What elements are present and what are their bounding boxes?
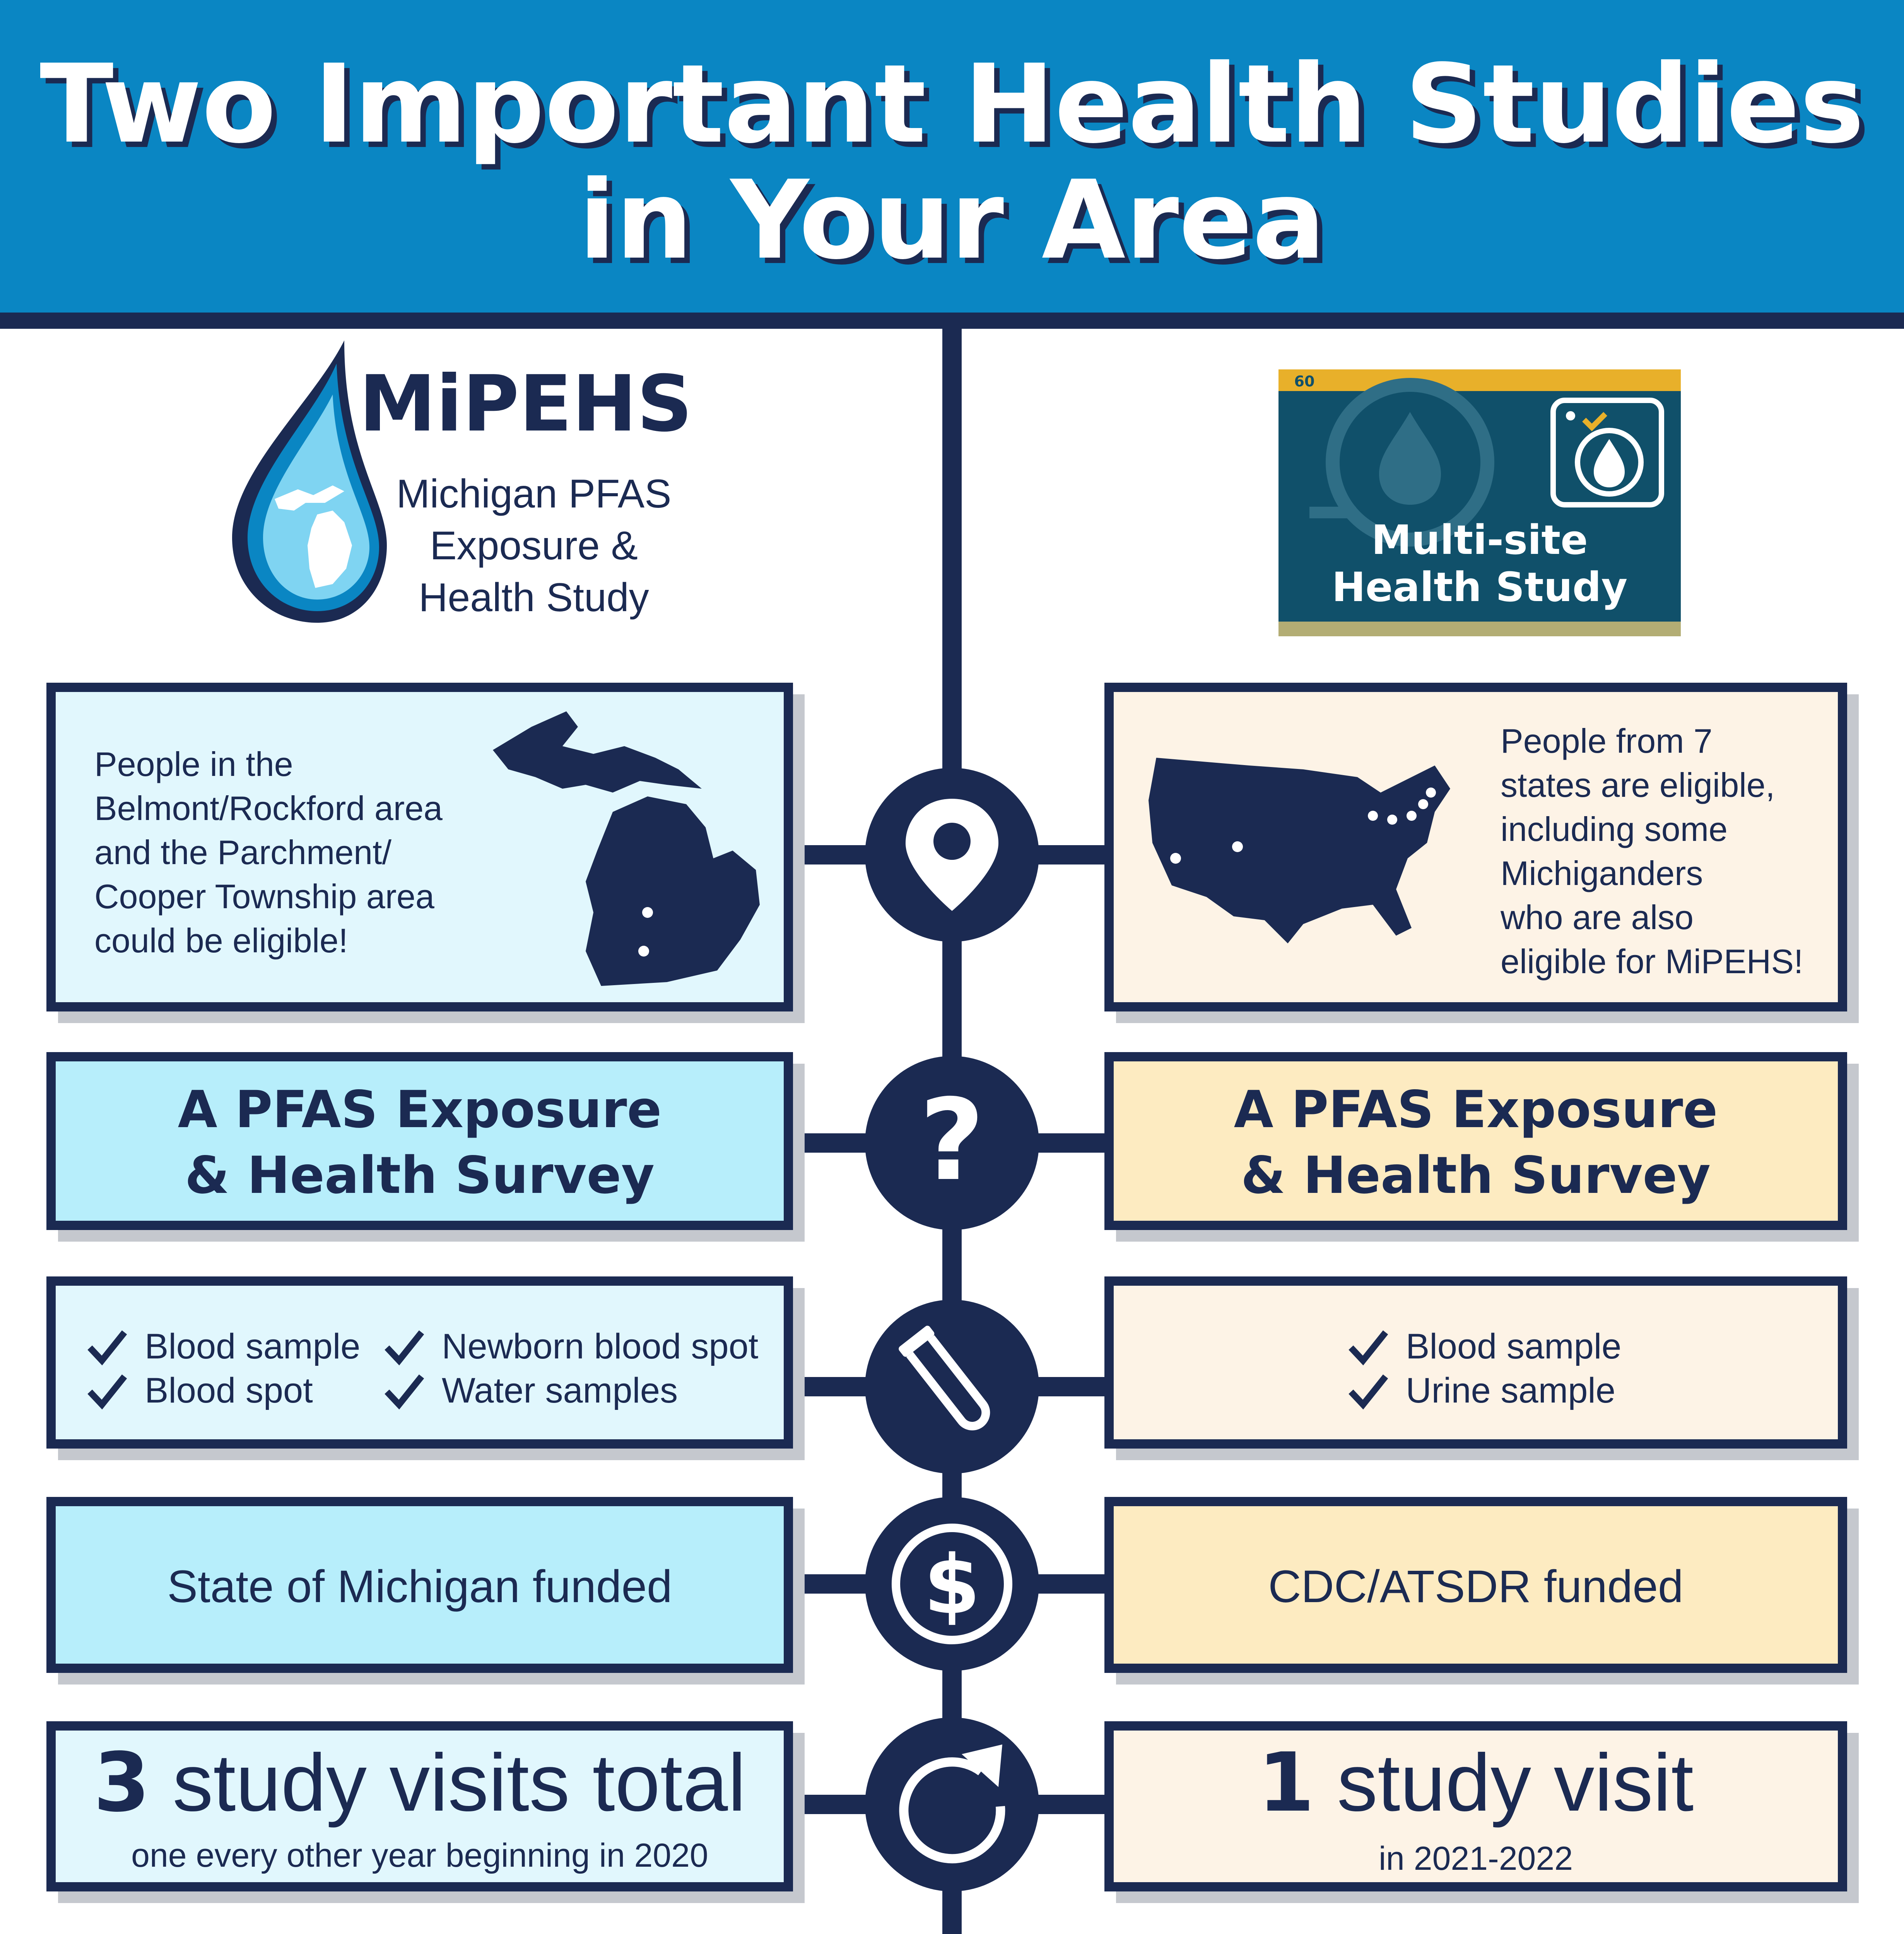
sample-item-label: Newborn blood spot	[442, 1327, 759, 1366]
location-right-line: states are eligible,	[1501, 766, 1775, 804]
checkmark-icon	[1348, 1371, 1388, 1411]
question-mark-icon	[865, 1056, 1039, 1230]
title-line-2: in Your Area	[578, 157, 1326, 284]
survey-right-line-1: A PFAS Exposure	[1234, 1080, 1718, 1140]
multisite-logo-title	[1278, 516, 1681, 611]
multisite-title-line-2: Health Study	[1331, 564, 1628, 611]
funding-right-box	[1104, 1497, 1847, 1673]
location-left-line: Cooper Township area	[94, 877, 434, 916]
dollar-icon	[865, 1497, 1039, 1671]
location-pin-icon	[865, 768, 1039, 942]
checkmark-icon	[87, 1371, 127, 1411]
survey-left-line-2: & Health Survey	[185, 1146, 655, 1205]
survey-right-box	[1104, 1052, 1847, 1230]
visits-right-count: 1	[1258, 1735, 1314, 1830]
funding-circle	[865, 1497, 1039, 1671]
visits-left-subtext: one every other year beginning in 2020	[131, 1837, 708, 1874]
test-tube-icon	[865, 1300, 1039, 1474]
location-right-line: People from 7	[1501, 722, 1713, 760]
samples-circle	[865, 1300, 1039, 1474]
location-right-line: including some	[1501, 810, 1728, 848]
location-right-text	[1501, 719, 1849, 984]
header-divider	[0, 313, 1904, 329]
funding-left-box	[46, 1497, 793, 1673]
survey-left-text	[56, 1077, 784, 1208]
visits-right-label: study visit	[1314, 1737, 1694, 1828]
mipehs-logo-subtitle	[379, 468, 689, 624]
visits-left-box	[46, 1721, 793, 1891]
mipehs-subtitle-line-3: Health Study	[419, 575, 649, 620]
mipehs-subtitle-line-2: Exposure &	[430, 523, 638, 568]
survey-left-line-1: A PFAS Exposure	[178, 1080, 662, 1140]
washing-drop-icon	[1549, 396, 1665, 509]
sample-item-label: Blood spot	[145, 1371, 313, 1410]
location-left-line: Belmont/Rockford area	[94, 789, 443, 827]
survey-circle	[865, 1056, 1039, 1230]
location-circle	[865, 768, 1039, 942]
sample-item-label: Water samples	[442, 1371, 678, 1410]
location-right-line: who are also	[1501, 898, 1694, 936]
survey-left-box	[46, 1052, 793, 1230]
visits-circle	[865, 1717, 1039, 1891]
visits-left-heading	[56, 1735, 784, 1830]
location-left-line: People in the	[94, 745, 293, 783]
visits-left-label: study visits total	[150, 1737, 746, 1828]
page-title	[0, 41, 1904, 284]
location-left-line: could be eligible!	[94, 921, 348, 960]
mipehs-subtitle-line-1: Michigan PFAS	[396, 472, 672, 516]
checkmark-icon	[384, 1327, 424, 1367]
svg-text:?: ?	[919, 1075, 985, 1206]
sample-item-label: Blood sample	[1406, 1327, 1622, 1366]
survey-right-line-2: & Health Survey	[1241, 1146, 1711, 1205]
samples-left-box	[46, 1276, 793, 1449]
usa-map-icon	[1141, 742, 1477, 959]
multisite-title-line-1: Multi-site	[1371, 516, 1588, 564]
location-right-line: Michiganders	[1501, 854, 1703, 892]
visits-left-count: 3	[93, 1735, 150, 1830]
funding-left-text: State of Michigan funded	[167, 1561, 672, 1612]
sample-item-label: Blood sample	[145, 1327, 361, 1366]
multisite-logo	[1278, 369, 1681, 636]
multisite-logo-olive-bar	[1278, 622, 1681, 636]
location-left-text	[94, 742, 481, 963]
location-left-line: and the Parchment/	[94, 833, 392, 871]
funding-right-text: CDC/ATSDR funded	[1268, 1561, 1684, 1612]
checkmark-icon	[87, 1327, 127, 1367]
visits-right-subtext: in 2021-2022	[1378, 1840, 1573, 1877]
visits-right-heading	[1114, 1735, 1838, 1830]
title-line-1: Two Important Health Studies	[39, 41, 1865, 167]
multisite-logo-badge-text: 60	[1294, 373, 1315, 390]
mipehs-logo-name: MiPEHS	[359, 359, 693, 449]
sample-item-label: Urine sample	[1406, 1371, 1615, 1410]
location-left-box	[46, 683, 793, 1011]
visits-right-box	[1104, 1721, 1847, 1891]
michigan-map-icon	[485, 704, 771, 998]
survey-right-text	[1114, 1077, 1838, 1208]
svg-text:$: $	[923, 1538, 981, 1632]
location-right-box	[1104, 683, 1847, 1011]
checkmark-icon	[1348, 1327, 1388, 1367]
checkmark-icon	[384, 1371, 424, 1411]
location-right-line: eligible for MiPEHS!	[1501, 942, 1803, 981]
refresh-arrow-icon	[865, 1717, 1039, 1891]
samples-right-box	[1104, 1276, 1847, 1449]
